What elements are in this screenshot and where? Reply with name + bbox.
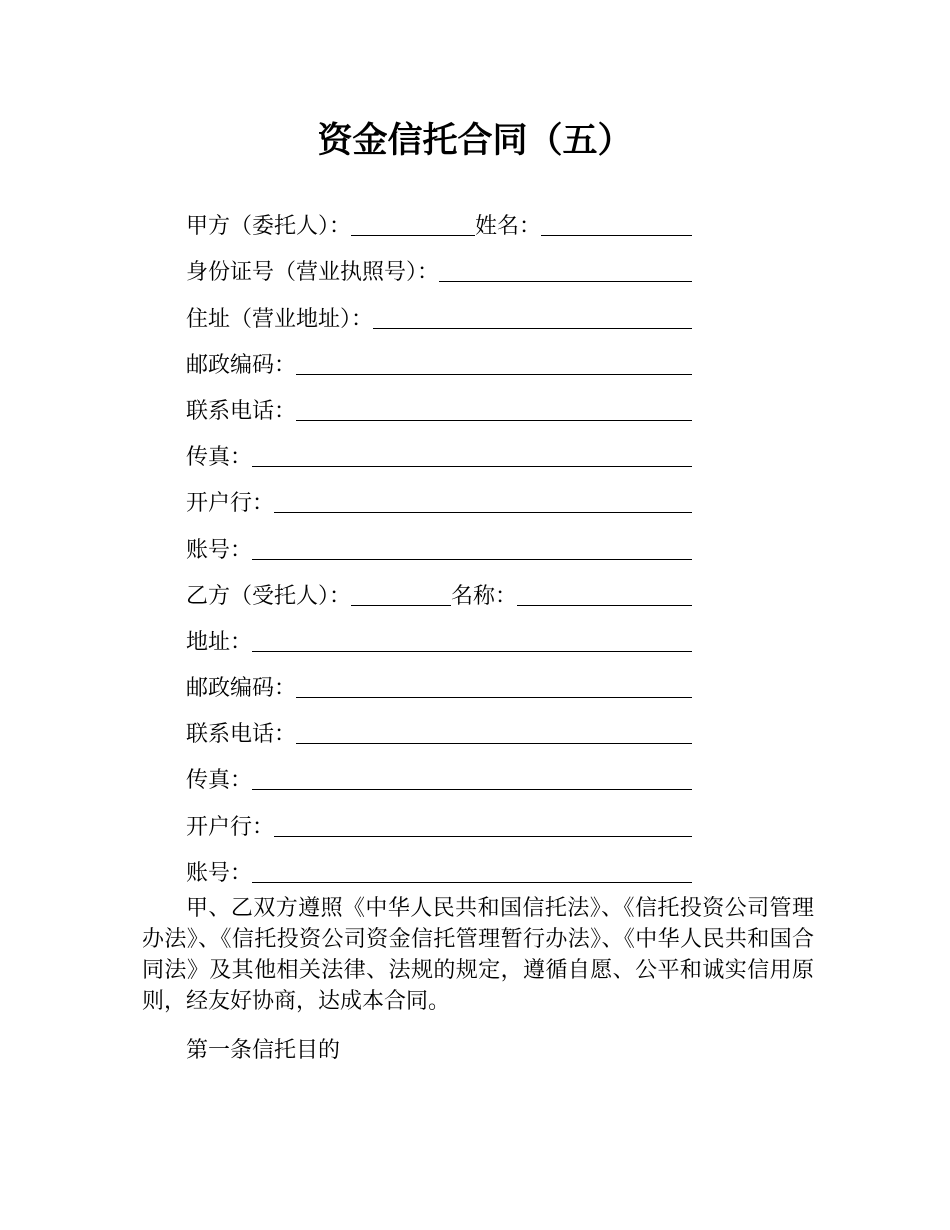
party-b-account-blank[interactable] (252, 856, 692, 883)
party-b-trustee-blank[interactable] (351, 579, 451, 606)
party-a-fax-blank[interactable] (252, 440, 692, 467)
party-b-bank-blank[interactable] (274, 810, 692, 837)
party-a-fax-label: 传真： (186, 445, 253, 471)
preamble-paragraph: 甲、乙双方遵照《中华人民共和国信托法》、《信托投资公司管理办法》、《信托投资公司资金信托管理暂行办法》、《中华人民共和国合同法》及其他相关法律、法规的规定，遵循自愿、公平和诚实信用原则，经友好协商，达成本合同。 (142, 896, 814, 1014)
party-b-fax-blank[interactable] (252, 763, 692, 790)
party-b-account-label: 账号： (186, 860, 253, 886)
party-a-phone-blank[interactable] (296, 394, 692, 421)
article-1-heading: 第一条信托目的 (186, 1038, 341, 1063)
party-b-postcode-label: 邮政编码： (186, 676, 297, 702)
party-a-phone-row (186, 385, 692, 431)
party-a-address-row (186, 292, 692, 338)
party-a-account-row (186, 523, 692, 569)
party-a-fax-row (186, 431, 692, 477)
party-info-fields (186, 200, 692, 893)
party-b-address-row (186, 616, 692, 662)
party-b-address-blank[interactable] (252, 625, 692, 652)
party-a-postcode-label: 邮政编码： (186, 352, 297, 378)
party-b-phone-row (186, 708, 692, 754)
party-a-account-label: 账号： (186, 537, 253, 563)
party-b-trustee-label: 乙方（受托人）： (186, 583, 352, 609)
party-b-bank-row (186, 800, 692, 846)
party-b-address-label: 地址： (186, 629, 253, 655)
party-a-principal-row (186, 200, 692, 246)
party-a-address-blank[interactable] (373, 302, 692, 329)
party-b-name-blank[interactable] (517, 579, 692, 606)
party-a-phone-label: 联系电话： (186, 398, 297, 424)
party-a-principal-blank[interactable] (351, 209, 475, 236)
party-a-id-blank[interactable] (439, 255, 692, 282)
party-b-name-label: 名称： (451, 583, 518, 609)
party-b-bank-label: 开户行： (186, 814, 275, 840)
document-title: 资金信托合同（五） (317, 121, 633, 161)
party-b-trustee-row (186, 570, 692, 616)
party-a-name-blank[interactable] (541, 209, 692, 236)
party-b-phone-label: 联系电话： (186, 722, 297, 748)
party-b-postcode-blank[interactable] (296, 671, 692, 698)
party-a-principal-label: 甲方（委托人）： (186, 214, 352, 240)
party-b-fax-label: 传真： (186, 768, 253, 794)
party-b-phone-blank[interactable] (296, 717, 692, 744)
party-a-account-blank[interactable] (252, 533, 692, 560)
party-a-postcode-blank[interactable] (296, 348, 692, 375)
party-a-address-label: 住址（营业地址）： (186, 306, 374, 332)
party-a-id-row (186, 246, 692, 292)
party-a-bank-row (186, 477, 692, 523)
party-b-fax-row (186, 754, 692, 800)
party-a-postcode-row (186, 339, 692, 385)
party-a-id-label: 身份证号（营业执照号）： (186, 260, 440, 286)
party-a-name-label: 姓名： (475, 214, 542, 240)
party-b-postcode-row (186, 662, 692, 708)
party-b-account-row (186, 847, 692, 893)
party-a-bank-blank[interactable] (274, 486, 692, 513)
party-a-bank-label: 开户行： (186, 491, 275, 517)
